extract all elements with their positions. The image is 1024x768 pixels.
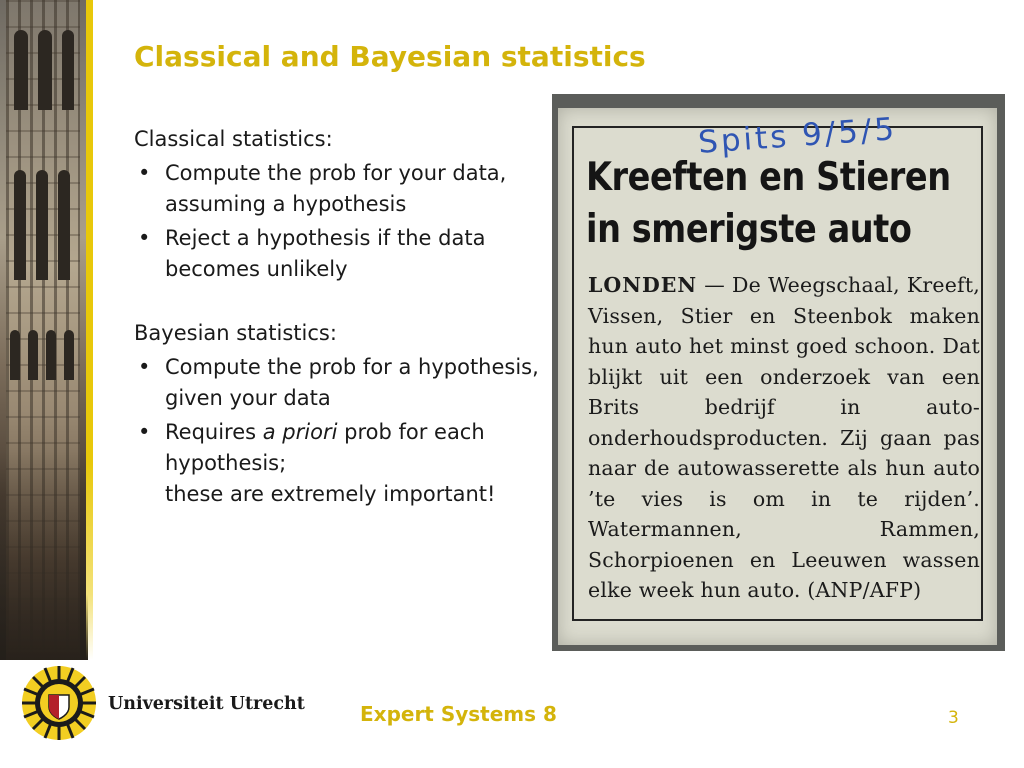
clipping-article-text: — De Weegschaal, Kreeft, Vissen, Stier en Steenbok maken hun auto het minst goed schoon. Dat blijkt uit een onderzoek van een Brits bedrijf in auto-onderhoudsproducten. Zij gaan pas naar de autowasserette als hun auto ’te vies is om in te rijden’. Watermannen, Rammen, Schorpioenen en Leeuwen wassen elke week hun auto. (ANP/AFP)	[588, 273, 980, 602]
handwritten-note: Spits 9/5/5	[696, 111, 899, 161]
list-item	[134, 417, 544, 510]
bullet-icon: •	[138, 355, 151, 379]
list-item	[134, 352, 544, 414]
bullet-icon: •	[138, 420, 151, 444]
list-item	[134, 223, 544, 285]
clipping-dateline: LONDEN	[588, 273, 698, 297]
bullet-text-part: prob for each hypothesis;	[165, 420, 485, 475]
bullet-icon: •	[138, 161, 151, 185]
classical-bullet-list	[134, 158, 544, 285]
yellow-divider	[86, 0, 93, 660]
cathedral-tower-photo	[0, 0, 88, 660]
university-name: Universiteit Utrecht	[108, 694, 305, 714]
bullet-text: Compute the prob for your data, assuming a hypothesis	[165, 161, 507, 216]
bayesian-heading: Bayesian statistics:	[134, 321, 337, 345]
clipping-headline: Kreeften en Stieren in smerigste auto	[586, 155, 951, 252]
slide-title: Classical and Bayesian statistics	[134, 40, 646, 73]
clipping-article	[588, 270, 980, 606]
page-number: 3	[948, 708, 959, 728]
bullet-text-italic: a priori	[262, 420, 338, 444]
bullet-text: Compute the prob for a hypothesis, given your data	[165, 355, 539, 410]
bullet-icon: •	[138, 226, 151, 250]
clipping-paper	[558, 108, 997, 645]
university-seal-logo	[20, 664, 98, 742]
list-item	[134, 158, 544, 220]
bayesian-bullet-list	[134, 352, 544, 510]
bullet-text-line2: these are extremely important!	[165, 482, 496, 506]
bullet-text: Reject a hypothesis if the data becomes unlikely	[165, 226, 486, 281]
newspaper-clipping	[552, 94, 1005, 651]
course-title: Expert Systems 8	[360, 702, 557, 726]
classical-heading: Classical statistics:	[134, 127, 333, 151]
slide-body	[134, 124, 544, 513]
bullet-text-part: Requires	[165, 420, 263, 444]
